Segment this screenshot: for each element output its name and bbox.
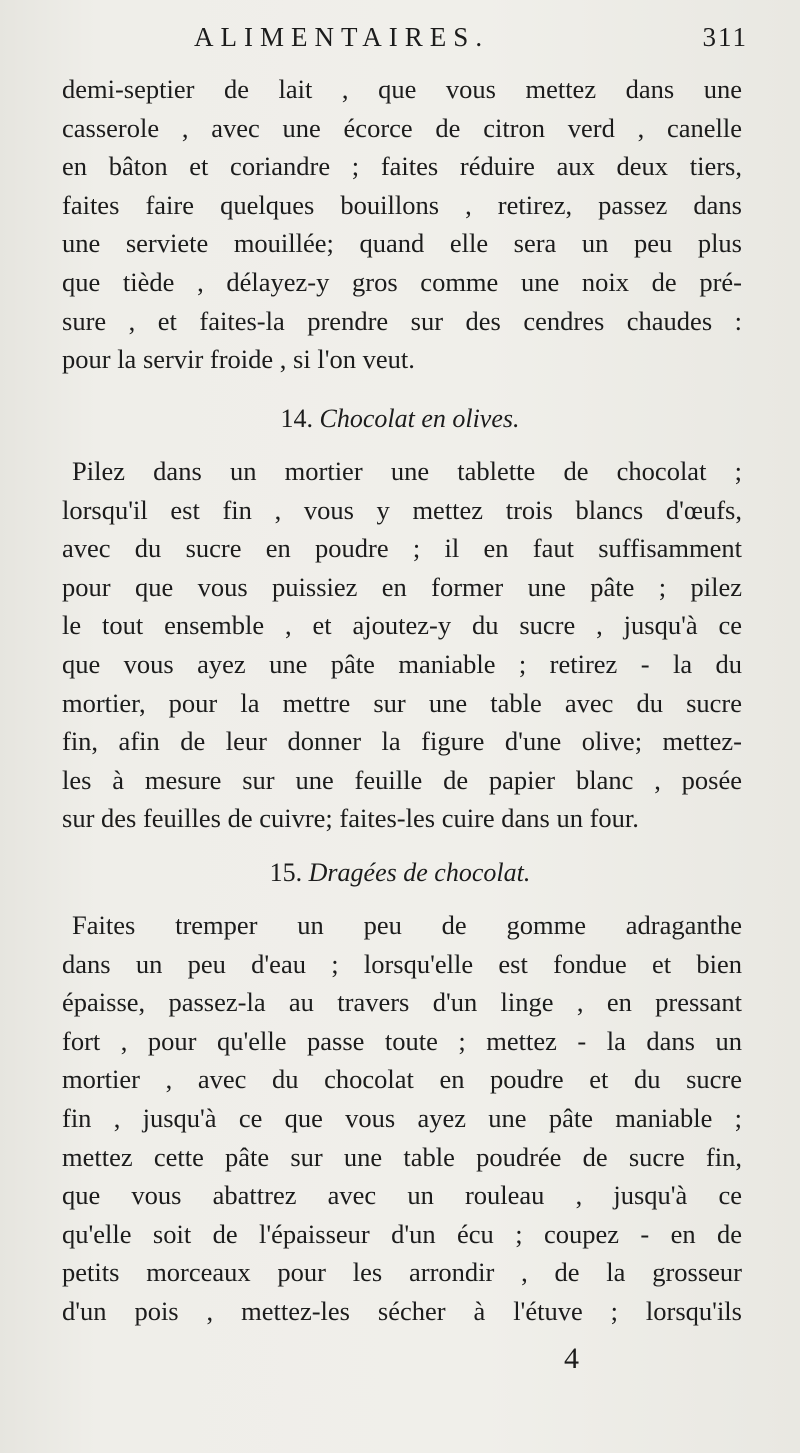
text-line: que tiède , délayez-y gros comme une noix de pré-: [62, 266, 742, 297]
signature-mark: 4: [564, 1342, 579, 1375]
paragraph-14: [62, 452, 742, 838]
text-line: que vous ayez une pâte maniable ; retirez - la du: [62, 648, 742, 679]
text-line: mortier, pour la mettre sur une table avec du sucre: [62, 687, 742, 718]
text-line: qu'elle soit de l'épaisseur d'un écu ; coupez - en de: [62, 1218, 742, 1249]
text-line: sur des feuilles de cuivre; faites-les cuire dans un four.: [62, 803, 639, 834]
running-title: ALIMENTAIRES.: [194, 22, 490, 52]
text-line: faites faire quelques bouillons , retirez, passez dans: [62, 189, 742, 220]
text-line: les à mesure sur une feuille de papier blanc , posée: [62, 764, 742, 795]
text-line: Pilez dans un mortier une tablette de chocolat ;: [72, 456, 742, 486]
text-line: mettez cette pâte sur une table poudrée de sucre fin,: [62, 1141, 742, 1172]
text-line: pour la servir froide , si l'on veut.: [62, 344, 415, 375]
text-line: lorsqu'il est fin , vous y mettez trois blancs d'œufs,: [62, 494, 742, 525]
recipe-heading-14: [0, 404, 800, 434]
page-header: [62, 22, 748, 62]
text-line: fort , pour qu'elle passe toute ; mettez - la dans un: [62, 1025, 742, 1056]
text-line: avec du sucre en poudre ; il en faut suffisamment: [62, 533, 742, 564]
text-line: en bâton et coriandre ; faites réduire aux deux tiers,: [62, 151, 742, 182]
paragraph-top: [62, 70, 742, 379]
recipe-number: 14.: [280, 404, 313, 433]
text-line: dans un peu d'eau ; lorsqu'elle est fondue et bien: [62, 948, 742, 979]
text-line: épaisse, passez-la au travers d'un linge , en pressant: [62, 987, 742, 1018]
recipe-number: 15.: [269, 858, 303, 887]
recipe-title: Chocolat en olives.: [319, 404, 520, 433]
paragraph-15: [62, 906, 742, 1331]
text-line: Faites tremper un peu de gomme adraganthe: [72, 910, 742, 940]
text-line: pour que vous puissiez en former une pâte ; pilez: [62, 571, 742, 602]
text-line: fin, afin de leur donner la figure d'une olive; mettez-: [62, 726, 742, 757]
text-line: le tout ensemble , et ajoutez-y du sucre , jusqu'à ce: [62, 610, 742, 641]
text-line: que vous abattrez avec un rouleau , jusqu'à ce: [62, 1180, 742, 1211]
text-line: d'un pois , mettez-les sécher à l'étuve ; lorsqu'ils: [62, 1295, 742, 1326]
text-line: demi-septier de lait , que vous mettez dans une: [62, 74, 742, 104]
text-line: sure , et faites-la prendre sur des cendres chaudes :: [62, 305, 742, 336]
recipe-heading-15: [0, 858, 800, 888]
recipe-title: Dragées de chocolat.: [308, 858, 531, 887]
text-line: petits morceaux pour les arrondir , de la grosseur: [62, 1257, 742, 1288]
text-line: fin , jusqu'à ce que vous ayez une pâte maniable ;: [62, 1102, 742, 1133]
page-number: 311: [702, 22, 748, 52]
text-line: casserole , avec une écorce de citron verd , canelle: [62, 112, 742, 143]
text-line: une serviete mouillée; quand elle sera un peu plus: [62, 228, 742, 259]
text-line: mortier , avec du chocolat en poudre et du sucre: [62, 1064, 742, 1095]
